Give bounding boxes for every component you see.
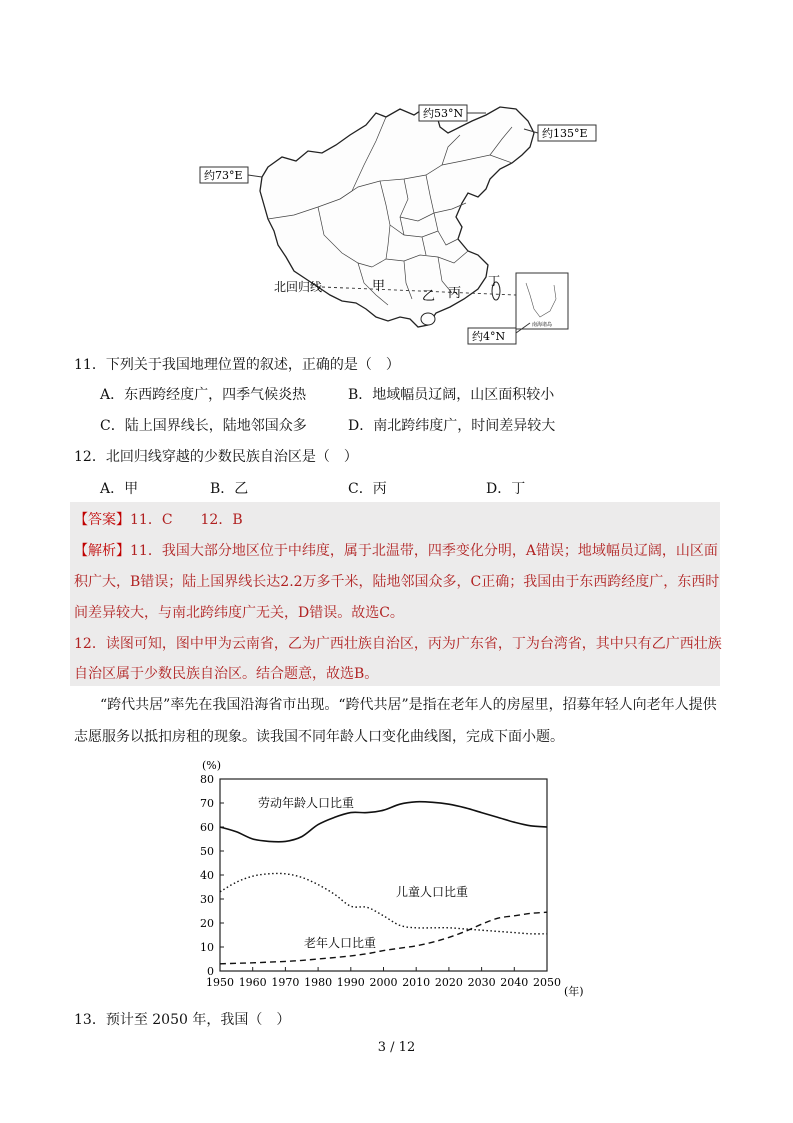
analysis-line-4: 12．读图可知，图中甲为云南省，乙为广西壮族自治区，丙为广东省，丁为台湾省，其中只有乙广西壮族 bbox=[74, 636, 722, 652]
analysis-line-1 bbox=[74, 540, 718, 560]
y-tick-label: 0 bbox=[207, 965, 214, 978]
x-tick-label: 2000 bbox=[369, 976, 398, 989]
answer-line bbox=[74, 509, 243, 529]
label-ding: 丁 bbox=[488, 274, 501, 288]
analysis-label: 【解析】 bbox=[74, 543, 130, 559]
question-11-stem: 11．下列关于我国地理位置的叙述，正确的是（ ） bbox=[74, 357, 400, 373]
intro-line-2: 志愿服务以抵扣房租的现象。读我国不同年龄人口变化曲线图，完成下面小题。 bbox=[74, 729, 564, 745]
x-tick-label: 2040 bbox=[500, 976, 529, 989]
y-tick-label: 20 bbox=[200, 917, 214, 930]
q11-option-d: D．南北跨纬度广，时间差异较大 bbox=[348, 418, 556, 434]
tag-east-text: 约135°E bbox=[542, 127, 588, 140]
tag-south-text: 约4°N bbox=[472, 330, 506, 343]
q12-option-a: A．甲 bbox=[100, 481, 139, 497]
y-tick-label: 70 bbox=[200, 797, 214, 810]
series-label-labor: 劳动年龄人口比重 bbox=[258, 796, 355, 810]
x-tick-label: 1980 bbox=[304, 976, 333, 989]
q12-option-c: C．丙 bbox=[348, 481, 387, 497]
china-map-figure bbox=[190, 95, 610, 345]
series-label-elderly: 老年人口比重 bbox=[304, 936, 377, 950]
y-tick-label: 10 bbox=[200, 941, 214, 954]
inset-label: 南海诸岛 bbox=[532, 322, 553, 328]
question-12-stem: 12．北回归线穿越的少数民族自治区是（ ） bbox=[74, 449, 358, 465]
analysis-line-3: 间差异较大，与南北跨纬度广无关，D错误。故选C。 bbox=[74, 605, 404, 621]
series-line-2 bbox=[220, 912, 547, 964]
y-axis-label: (%) bbox=[202, 759, 222, 772]
x-tick-label: 1970 bbox=[271, 976, 300, 989]
q11-option-a: A．东西跨经度广，四季气候炎热 bbox=[100, 387, 307, 403]
x-tick-label: 2050 bbox=[533, 976, 561, 989]
series-line-1 bbox=[220, 873, 547, 933]
tropic-label: 北回归线 bbox=[274, 280, 323, 294]
x-axis-label: (年) bbox=[564, 985, 584, 998]
x-tick-label: 1960 bbox=[238, 976, 267, 989]
x-tick-label: 2030 bbox=[467, 976, 496, 989]
answer-panel bbox=[70, 502, 720, 686]
y-tick-label: 30 bbox=[200, 893, 214, 906]
q11-option-b: B．地域幅员辽阔，山区面积较小 bbox=[348, 387, 555, 403]
question-13-stem: 13．预计至 2050 年，我国（ ） bbox=[74, 1012, 291, 1028]
q12-option-d: D．丁 bbox=[486, 481, 526, 497]
x-tick-label: 1950 bbox=[206, 976, 234, 989]
x-tick-label: 2010 bbox=[402, 976, 431, 989]
analysis-line-5: 自治区属于少数民族自治区。结合题意，故选B。 bbox=[74, 666, 379, 682]
label-jia: 甲 bbox=[372, 279, 386, 294]
intro-line-1: “跨代共居”率先在我国沿海省市出现。“跨代共居”是指在老年人的房屋里，招募年轻人向老年人提供 bbox=[100, 697, 717, 713]
y-tick-label: 60 bbox=[200, 821, 214, 834]
label-bing: 丙 bbox=[448, 286, 462, 301]
x-tick-label: 2020 bbox=[434, 976, 463, 989]
analysis-a1: 11．我国大部分地区位于中纬度，属于北温带，四季变化分明，A错误；地域幅员辽阔，山区面 bbox=[130, 543, 718, 559]
label-yi: 乙 bbox=[422, 289, 436, 304]
analysis-line-2: 积广大，B错误；陆上国界线长达2.2万多千米，陆地邻国众多，C正确；我国由于东西跨经度广，东西时 bbox=[74, 574, 720, 590]
q11-option-c: C．陆上国界线长，陆地邻国众多 bbox=[100, 418, 307, 434]
page-number: 3 / 12 bbox=[377, 1040, 416, 1055]
tag-west-text: 约73°E bbox=[204, 169, 243, 182]
tag-north-text: 约53°N bbox=[423, 107, 464, 120]
answer-text: 11．C 12．B bbox=[130, 512, 243, 528]
answer-label: 【答案】 bbox=[74, 512, 130, 528]
south-sea-inset bbox=[516, 273, 568, 329]
y-tick-label: 80 bbox=[200, 773, 214, 786]
q12-option-b: B．乙 bbox=[210, 481, 249, 497]
x-tick-label: 1990 bbox=[336, 976, 365, 989]
y-tick-label: 50 bbox=[200, 845, 214, 858]
population-chart bbox=[190, 755, 600, 1000]
y-tick-label: 40 bbox=[200, 869, 214, 882]
series-label-children: 儿童人口比重 bbox=[396, 885, 469, 899]
